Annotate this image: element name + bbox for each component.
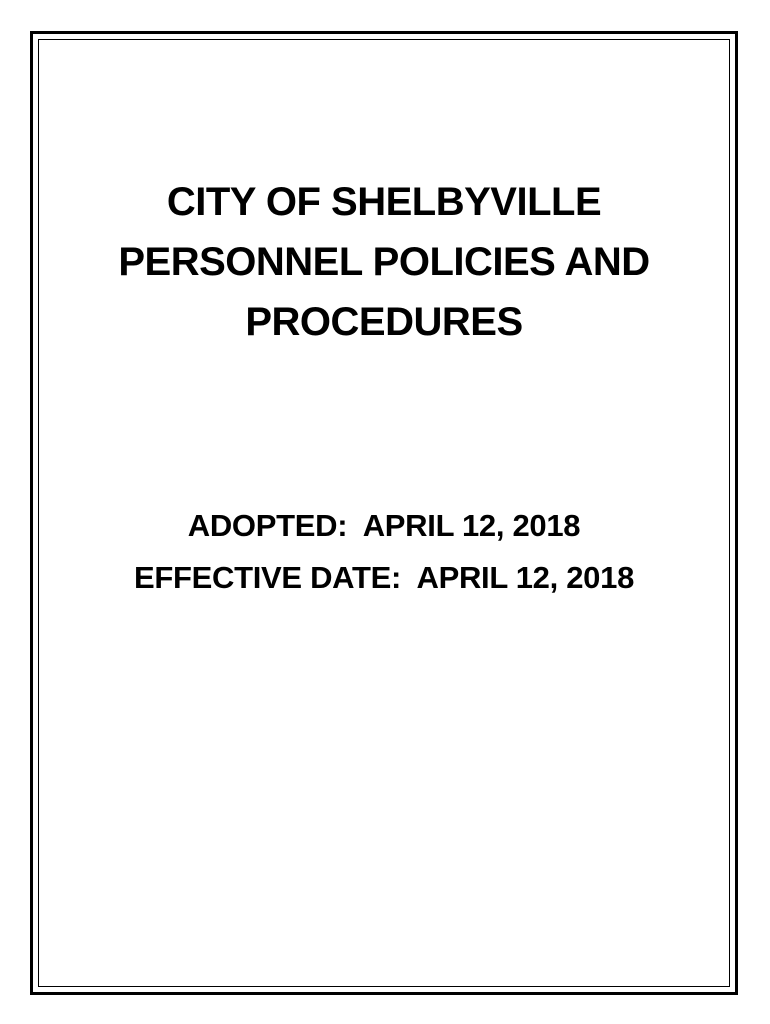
date-section xyxy=(38,500,730,604)
title-line-procedures: PROCEDURES xyxy=(245,300,523,344)
title-line-city: CITY OF SHELBYVILLE xyxy=(166,180,602,224)
effective-date: EFFECTIVE DATE: APRIL 12, 2018 xyxy=(133,560,635,595)
adopted-date: ADOPTED: APRIL 12, 2018 xyxy=(187,508,581,543)
document-title xyxy=(38,172,730,352)
title-line-personnel: PERSONNEL POLICIES AND xyxy=(118,240,650,284)
